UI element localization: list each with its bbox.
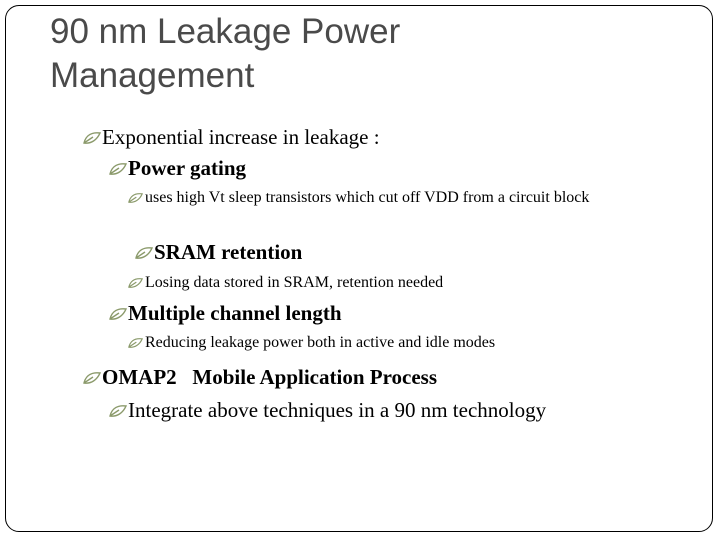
bullet-item xyxy=(83,124,380,150)
bullet-text: Reducing leakage power both in active and idle modes xyxy=(145,334,496,351)
title-line-1: 90 nm Leakage Power xyxy=(50,12,401,51)
bullet-item xyxy=(109,300,342,326)
bullet-text: Power gating xyxy=(128,156,247,180)
bullet-text: SRAM retention xyxy=(154,240,303,264)
bullet-item xyxy=(109,155,246,181)
bullet-item xyxy=(135,239,302,265)
bullet-item xyxy=(83,364,437,390)
bullet-text: Integrate above techniques in a 90 nm technology xyxy=(128,398,547,422)
title-line-2: Management xyxy=(50,56,255,95)
bullet-text: Multiple channel length xyxy=(128,301,342,325)
bullet-item xyxy=(109,397,546,423)
bullet-item xyxy=(128,272,443,294)
bullet-item xyxy=(128,332,495,354)
bullet-item xyxy=(128,187,650,209)
bullet-text: Exponential increase in leakage : xyxy=(102,125,380,149)
bullet-text: Losing data stored in SRAM, retention needed xyxy=(145,274,444,291)
bullet-text: uses high Vt sleep transistors which cut off VDD from a circuit block xyxy=(145,189,590,206)
bullet-text: OMAP2 Mobile Application Process xyxy=(102,365,438,389)
slide-title xyxy=(50,10,690,98)
